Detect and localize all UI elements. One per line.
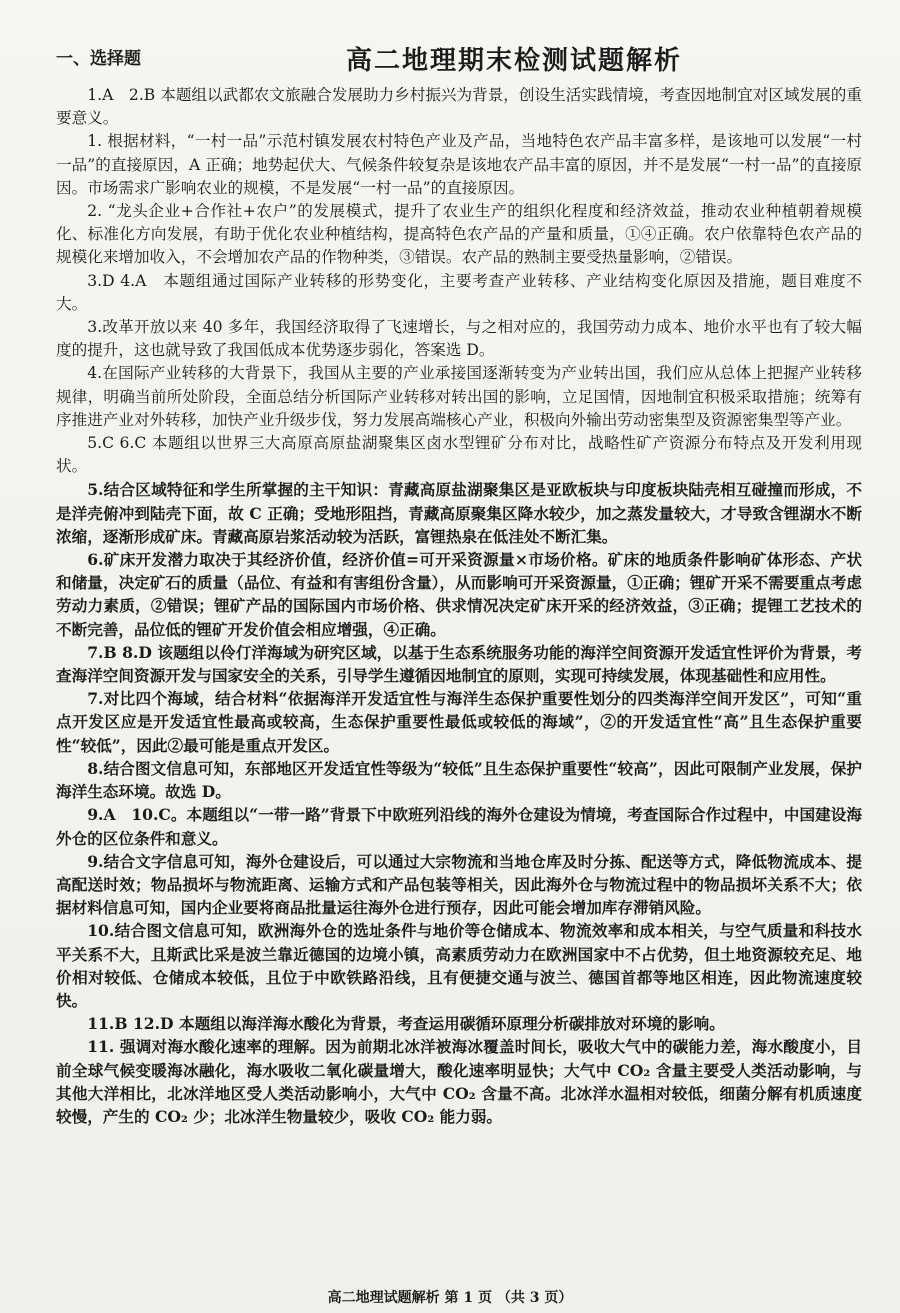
paragraph: 7.B 8.D 该题组以伶仃洋海域为研究区域，以基于生态系统服务功能的海洋空间资源开发适宜性评价为背景，考查海洋空间资源开发与国家安全的关系，引导学生遵循因地制宜的原则，实现可持续发展，体现基础性和应用性。	[56, 642, 862, 686]
paragraph: 2. “龙头企业+合作社+农户”的发展模式，提升了农业生产的组织化程度和经济效益，推动农业种植朝着规模化、标准化方向发展，有助于优化农业种植结构，提高特色农产品的产量和质量，①④正确。农户依靠特色农产品的规模化来增加收入，不会增加农产品的作物种类，③错误。农产品的熟制主要受热量影响，②错误。	[56, 202, 862, 267]
section-label: 一、选择题	[56, 49, 141, 69]
paragraph: 1.A 2.B 本题组以武都农文旅融合发展助力乡村振兴为背景，创设生活实践情境，考查因地制宜对区域发展的重要意义。	[56, 86, 862, 128]
paragraph: 10.结合图文信息可知，欧洲海外仓的选址条件与地价等仓储成本、物流效率和成本相关，与空气质量和科技水平关系不大，且斯武比采是波兰靠近德国的边境小镇，高素质劳动力在欧洲国家中不占优势，但土地资源较充足、地价相对较低、仓储成本较低，且位于中欧铁路沿线，且有便捷交通与波兰、德国首都等地区相连，因此物流速度较快。	[56, 921, 862, 1010]
paragraph: 7.对比四个海域，结合材料“依据海洋开发适宜性与海洋生态保护重要性划分的四类海洋空间开发区”，可知“重点开发区应是开发适宜性最高或较高，生态保护重要性最低或较低的海域”，②的开发适宜性“高”且生态保护重要性“较低”，因此②最可能是重点开发区。	[56, 689, 862, 755]
paragraph: 8.结合图文信息可知，东部地区开发适宜性等级为“较低”且生态保护重要性“较高”，因此可限制产业发展，保护海洋生态环境。故选 D。	[56, 758, 862, 802]
paragraph: 9.A 10.C。本题组以“一带一路”背景下中欧班列沿线的海外仓建设为情境，考查国际合作过程中，中国建设海外仓的区位条件和意义。	[56, 805, 862, 848]
page-title: 高二地理期末检测试题解析	[345, 46, 682, 76]
page-footer: 高二地理试题解析 第 1 页 （共 3 页）	[327, 1290, 573, 1306]
paragraph: 6.矿床开发潜力取决于其经济价值，经济价值=可开采资源量×市场价格。矿床的地质条件影响矿体形态、产状和储量，决定矿石的质量（品位、有益和有害组份含量），从而影响可开采资源量，①正确；锂矿开采不需要重点考虑劳动力素质，②错误；锂矿产品的国际国内市场价格、供求情况决定矿床开采的经济效益，③正确；提锂工艺技术的不断完善，品位低的锂矿开发价值会相应增强，④正确。	[56, 550, 862, 639]
paragraph: 11. 强调对海水酸化速率的理解。因为前期北冰洋被海冰覆盖时间长，吸收大气中的碳能力差，海水酸度小，目前全球气候变暖海冰融化，海水吸收二氧化碳量增大，酸化速率明显快；大气中 CO₂ 含量主要受人类活动影响，与其他大洋相比，北冰洋地区受人类活动影响小，大气中 CO₂ 含量不高。北冰洋水温相对较低，细菌分解有机质速度较慢，产生的 CO₂ 少；北冰洋生物量较少，吸收 CO₂ 能力弱。	[56, 1037, 862, 1126]
document-body	[56, 84, 862, 1128]
paragraph: 9.结合文字信息可知，海外仓建设后，可以通过大宗物流和当地仓库及时分拣、配送等方式，降低物流成本、提高配送时效；物品损坏与物流距离、运输方式和产品包装等相关，因此海外仓与物流过程中的物品损坏关系不大；依据材料信息可知，国内企业要将商品批量运往海外仓进行预存，因此可能会增加库存滞销风险。	[56, 851, 862, 918]
paragraph: 1. 根据材料，“一村一品”示范村镇发展农村特色产业及产品，当地特色农产品丰富多样，是该地可以发展“一村一品”的直接原因，A 正确；地势起伏大、气候条件较复杂是该地农产品丰富的原因，并不是发展“一村一品”的直接原因。市场需求广影响农业的规模，不是发展“一村一品”的直接原因。	[56, 132, 862, 197]
paragraph: 5.结合区域特征和学生所掌握的主干知识：青藏高原盐湖聚集区是亚欧板块与印度板块陆壳相互碰撞而形成，不是洋壳俯冲到陆壳下面，故 C 正确；受地形阻挡，青藏高原聚集区降水较少，加之蒸发量较大，才导致含锂湖水不断浓缩，逐渐形成矿床。青藏高原岩浆活动较为活跃，富锂热泉在低洼处不断汇集。	[56, 480, 862, 546]
paragraph: 11.B 12.D 本题组以海洋海水酸化为背景，考查运用碳循环原理分析碳排放对环境的影响。	[87, 1014, 725, 1034]
paragraph: 4.在国际产业转移的大背景下，我国从主要的产业承接国逐渐转变为产业转出国，我们应从总体上把握产业转移规律，明确当前所处阶段，全面总结分析国际产业转移对转出国的影响，立足国情，因地制宜积极采取措施；统筹有序推进产业对外转移，加快产业升级步伐，努力发展高端核心产业，积极向外输出劳动密集型及资源密集型等产业。	[56, 364, 862, 429]
paragraph: 3.改革开放以来 40 多年，我国经济取得了飞速增长，与之相对应的，我国劳动力成本、地价水平也有了较大幅度的提升，这也就导致了我国低成本优势逐步弱化，答案选 D。	[56, 318, 862, 360]
paragraph: 5.C 6.C 本题组以世界三大高原高原盐湖聚集区卤水型锂矿分布对比，战略性矿产资源分布特点及开发利用现状。	[56, 434, 862, 476]
paragraph: 3.D 4.A 本题组通过国际产业转移的形势变化，主要考查产业转移、产业结构变化原因及措施，题目难度不大。	[56, 271, 862, 313]
